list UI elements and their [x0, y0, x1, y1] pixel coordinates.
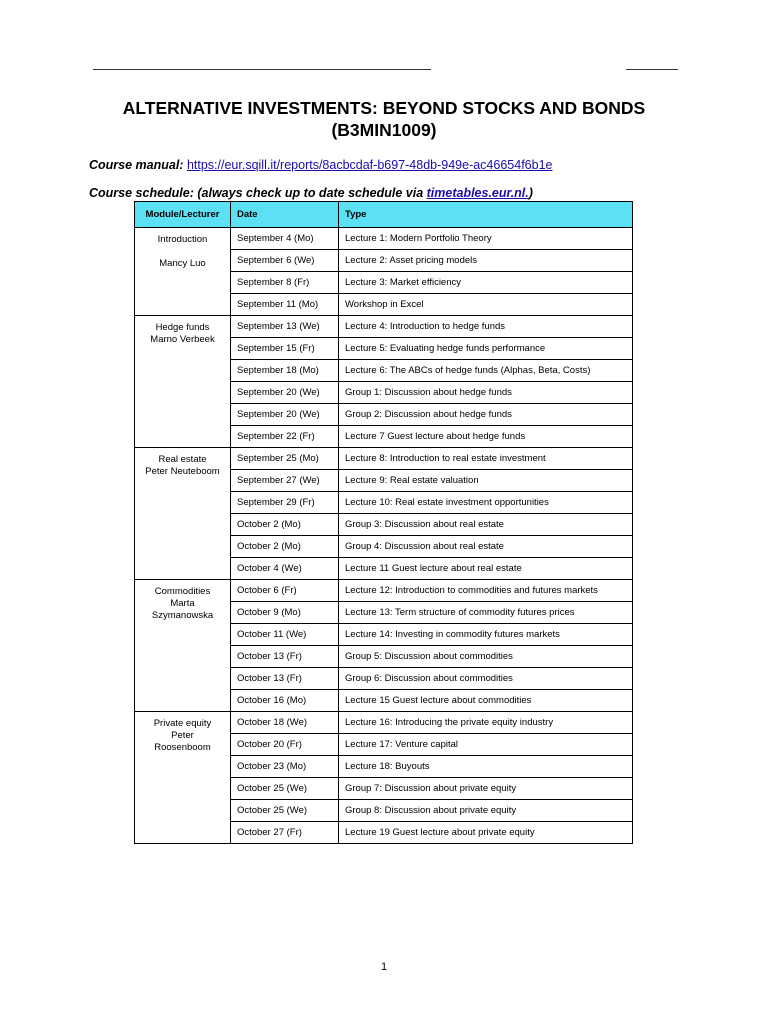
date-cell: September 27 (We) — [231, 470, 339, 492]
date-cell: September 13 (We) — [231, 316, 339, 338]
module-lecturer-line: Mancy Luo — [159, 258, 206, 269]
course-manual-label: Course manual: — [89, 158, 184, 172]
type-cell: Lecture 4: Introduction to hedge funds — [339, 316, 633, 338]
date-cell: October 11 (We) — [231, 624, 339, 646]
type-cell: Lecture 10: Real estate investment opportunities — [339, 492, 633, 514]
date-cell: October 25 (We) — [231, 800, 339, 822]
type-cell: Group 1: Discussion about hedge funds — [339, 382, 633, 404]
date-cell: September 6 (We) — [231, 250, 339, 272]
module-cell — [135, 228, 231, 316]
module-cell — [135, 448, 231, 580]
document-title — [0, 97, 768, 141]
module-cell — [135, 712, 231, 844]
type-cell: Group 3: Discussion about real estate — [339, 514, 633, 536]
page-number: 1 — [380, 961, 388, 973]
date-cell: September 4 (Mo) — [231, 228, 339, 250]
date-cell: October 25 (We) — [231, 778, 339, 800]
date-cell: October 4 (We) — [231, 558, 339, 580]
module-lecturer-line: Hedge funds — [155, 322, 210, 333]
type-cell: Lecture 9: Real estate valuation — [339, 470, 633, 492]
date-cell: October 23 (Mo) — [231, 756, 339, 778]
module-cell — [135, 316, 231, 448]
course-manual-link[interactable]: https://eur.sqill.it/reports/8acbcdaf-b697-48db-949e-ac46654f6b1e — [186, 158, 553, 172]
type-cell: Lecture 19 Guest lecture about private equity — [339, 822, 633, 844]
date-cell: September 29 (Fr) — [231, 492, 339, 514]
title-line-2: (B3MIN1009) — [331, 120, 437, 140]
type-cell: Lecture 8: Introduction to real estate investment — [339, 448, 633, 470]
type-cell: Lecture 1: Modern Portfolio Theory — [339, 228, 633, 250]
module-lecturer-line: Marno Verbeek — [150, 334, 215, 345]
type-cell: Group 8: Discussion about private equity — [339, 800, 633, 822]
date-cell: October 16 (Mo) — [231, 690, 339, 712]
date-cell: September 15 (Fr) — [231, 338, 339, 360]
date-cell: October 6 (Fr) — [231, 580, 339, 602]
type-cell: Lecture 14: Investing in commodity futures markets — [339, 624, 633, 646]
header-rule-right — [626, 69, 678, 70]
type-cell: Lecture 12: Introduction to commodities and futures markets — [339, 580, 633, 602]
date-cell: October 27 (Fr) — [231, 822, 339, 844]
module-lecturer-line — [135, 246, 230, 258]
course-schedule-line — [89, 186, 533, 200]
date-cell: October 2 (Mo) — [231, 514, 339, 536]
type-cell: Lecture 3: Market efficiency — [339, 272, 633, 294]
type-cell: Group 5: Discussion about commodities — [339, 646, 633, 668]
type-cell: Lecture 6: The ABCs of hedge funds (Alphas, Beta, Costs) — [339, 360, 633, 382]
date-cell: September 11 (Mo) — [231, 294, 339, 316]
type-cell: Group 7: Discussion about private equity — [339, 778, 633, 800]
module-lecturer-line: Introduction — [157, 234, 208, 245]
table-row — [135, 580, 633, 602]
module-cell — [135, 580, 231, 712]
table-header-row — [135, 202, 633, 228]
table-body — [135, 228, 633, 844]
date-cell: October 9 (Mo) — [231, 602, 339, 624]
header-type: Type — [339, 202, 633, 228]
module-lecturer-line: Commodities — [154, 586, 211, 597]
type-cell: Lecture 2: Asset pricing models — [339, 250, 633, 272]
table-row — [135, 316, 633, 338]
course-schedule-table — [134, 201, 633, 844]
module-lecturer-line: Peter — [171, 730, 194, 741]
timetables-link[interactable]: timetables.eur.nl. — [426, 186, 529, 200]
type-cell: Lecture 7 Guest lecture about hedge funds — [339, 426, 633, 448]
header-date: Date — [231, 202, 339, 228]
module-lecturer-line: Szymanowska — [151, 610, 214, 621]
course-manual-line — [89, 158, 552, 172]
date-cell: September 8 (Fr) — [231, 272, 339, 294]
header-module-lecturer: Module/Lecturer — [135, 202, 231, 228]
date-cell: September 22 (Fr) — [231, 426, 339, 448]
type-cell: Group 4: Discussion about real estate — [339, 536, 633, 558]
table-row — [135, 228, 633, 250]
module-lecturer-line: Peter Neuteboom — [145, 466, 220, 477]
table-row — [135, 448, 633, 470]
course-schedule-label-end: ) — [528, 186, 533, 200]
date-cell: October 20 (Fr) — [231, 734, 339, 756]
type-cell: Lecture 18: Buyouts — [339, 756, 633, 778]
type-cell: Lecture 16: Introducing the private equity industry — [339, 712, 633, 734]
header-rule-left — [93, 69, 431, 70]
table-row — [135, 712, 633, 734]
type-cell: Lecture 5: Evaluating hedge funds performance — [339, 338, 633, 360]
date-cell: September 18 (Mo) — [231, 360, 339, 382]
date-cell: September 20 (We) — [231, 404, 339, 426]
type-cell: Lecture 17: Venture capital — [339, 734, 633, 756]
type-cell: Group 6: Discussion about commodities — [339, 668, 633, 690]
module-lecturer-line: Marta — [170, 598, 195, 609]
course-schedule-label: Course schedule: (always check up to date schedule via — [89, 186, 427, 200]
title-line-1: ALTERNATIVE INVESTMENTS: BEYOND STOCKS AND BONDS — [122, 98, 646, 118]
type-cell: Workshop in Excel — [339, 294, 633, 316]
type-cell: Lecture 11 Guest lecture about real estate — [339, 558, 633, 580]
date-cell: October 18 (We) — [231, 712, 339, 734]
date-cell: October 13 (Fr) — [231, 646, 339, 668]
date-cell: October 2 (Mo) — [231, 536, 339, 558]
type-cell: Lecture 15 Guest lecture about commodities — [339, 690, 633, 712]
date-cell: September 25 (Mo) — [231, 448, 339, 470]
date-cell: October 13 (Fr) — [231, 668, 339, 690]
type-cell: Group 2: Discussion about hedge funds — [339, 404, 633, 426]
module-lecturer-line: Roosenboom — [154, 742, 211, 753]
module-lecturer-line: Private equity — [153, 718, 212, 729]
module-lecturer-line: Real estate — [158, 454, 207, 465]
date-cell: September 20 (We) — [231, 382, 339, 404]
type-cell: Lecture 13: Term structure of commodity futures prices — [339, 602, 633, 624]
